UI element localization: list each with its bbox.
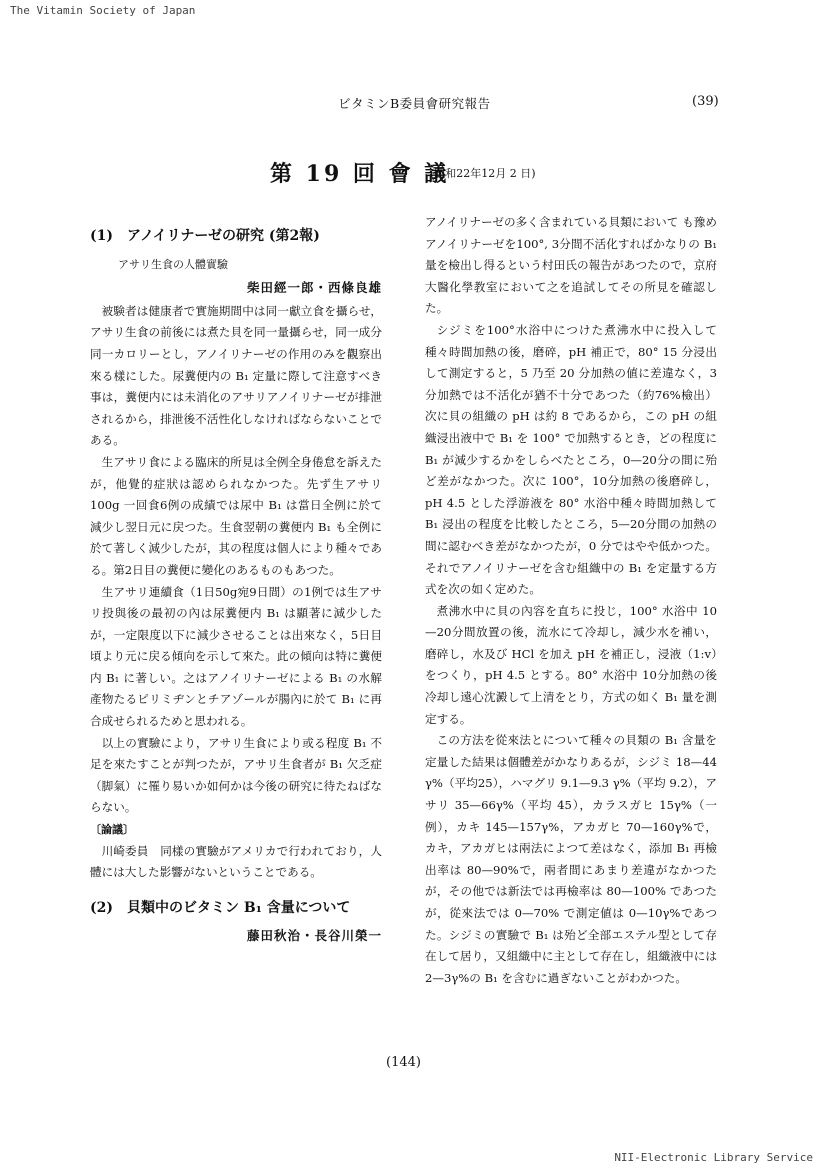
section1-paragraph: 生アサリ食による臨床的所見は全例全身倦怠を訴えたが，他覺的症狀は認められなかつた。先ず生アサリ 100g 一回食6例の成績では尿中 B₁ は當日全例に於て減少し翌日元に戻つた。生食翌朝の糞便内 B₁ も全例に於て著しく減少したが，其の程度は個人により種々である。第2日目の糞便に變化のあるものもあつた。 — [90, 454, 382, 577]
section2-paragraph: 煮沸水中に貝の內容を直ちに投じ，100° 水浴中 10—20分間放置の後，流水にて冷却し，減少水を補い，磨碎し，水及び HCl を加え pH を補正し，浸液（1:v）をつくり，pH 4.5 とする。80° 水浴中 10分加熱の後冷却し遠心沈澱して上清をとり，方式の如く B₁ 量を測定する。 — [425, 603, 717, 726]
section2-paragraph: アノイリナーゼの多く含まれている貝類において も豫めアノイリナーゼを100°, 3分間不活化すればかなりの B₁ 量を檢出し得るという村田氏の報告があつたので，京府大醫化學教室において之を追試してその所見を確認した。 — [425, 215, 717, 316]
discussion-label: 〔論議〕 — [90, 823, 134, 837]
page-number-top: (39) — [692, 94, 719, 109]
right-column — [425, 212, 717, 989]
section2-title: (2) 貝類中のビタミン B₁ 含量について — [90, 899, 351, 916]
section2-paragraph: シジミを100°水浴中につけた煮沸水中に投入して種々時間加熱の後，磨碎，pH 補正で，80° 15 分浸出して測定すると，5 乃至 20 分加熱の値に差違なく，3 分加熱では不活化が猶不十分であつた（約76%檢出）次に貝の組織の pH は約 8 であるから，この pH の組織浸出液中で B₁ を 100° で加熱するとき，どの程度に B₁ が減少するかをしらべたところ，0—20分の間に殆ど差がなかつた。次に 100°，10分加熱の後磨碎し，pH 4.5 とした浮游液を 80° 水浴中種々時間加熱して B₁ 浸出の程度を比較したところ，5—20分間の加熱の間に認むべき差がなかつたが，0 分ではやや低かつた。それでアノイリナーゼを含む組織中の B₁ を定量する方式を次の如く定めた。 — [425, 322, 717, 597]
section1-title: (1) アノイリナーゼの研究 (第2報) — [90, 228, 320, 244]
section1-subtitle: アサリ生食の人體實驗 — [118, 257, 228, 271]
left-column — [90, 212, 382, 949]
page-number-bottom: (144) — [386, 1055, 421, 1070]
section2-paragraph: この方法を從來法とについて種々の貝類の B₁ 含量を定量した結果は個體差がかなりあるが，シジミ 18—44 γ%（平均25），ハマグリ 9.1—9.3 γ%（平均 9.2），アサリ 35—66γ%（平均 45），カラスガヒ 15γ%（一例），カキ 145—157γ%，アカガヒ 70—160γ%で，カキ，アカガヒは兩法によつて差はなく，添加 B₁ 再檢出率は 80—90%で，兩者間にあまり差違がなかつたが，その他では新法では再檢率は 80—100% であつたが，從來法では 0—70% で測定値は 0—10γ%であつた。シジミの實驗で B₁ は殆ど全部エステル型として存在して居り，又組織中に主として存在し，組織液中には 2—3γ%の B₁ を含むに過ぎないことがわかつた。 — [425, 733, 717, 985]
section2-authors: 藤田秋治・長谷川榮一 — [246, 928, 382, 944]
watermark-bottom: NII-Electronic Library Service — [614, 1151, 813, 1164]
section1-authors: 柴田經一郎・西條良雄 — [246, 280, 382, 296]
section1-paragraph: 生アサリ連續食（1日50g宛9日間）の1例では生アサリ投與後の最初の內は尿糞便内 B₁ は顯著に減少したが，一定限度以下に減少させることは出來なく，5日目頃より元に戻る傾向を示して來た。此の傾向は特に糞便内 B₁ に著しい。之はアノイリナーゼによる B₁ の水解產物たるピリミヂンとチアゾールが腸內に於て B₁ に再合成せられるためと思われる。 — [90, 584, 382, 729]
meeting-title: 第 19 回 會 議 — [270, 161, 450, 187]
discussion-text: 川崎委員 同樣の實驗がアメリカで行われており，人體には大した影響がないということである。 — [90, 843, 382, 880]
meeting-date: (昭和22年12月 2 日) — [430, 167, 536, 180]
section1-paragraph: 以上の實驗により，アサリ生食により或る程度 B₁ 不足を來たすことが判つたが，アサリ生食者が B₁ 欠乏症（脚氣）に罹り易いか如何かは今後の研究に待たねばならない。 — [90, 735, 382, 815]
running-header: ビタミンB委員會研究報告 — [338, 96, 491, 111]
watermark-top: The Vitamin Society of Japan — [10, 4, 196, 17]
section1-paragraph: 被験者は健康者で實施期間中は同一獻立食を攝らせ，アサリ生食の前後には煮た貝を同一量攝らせ，同一成分同一カロリーとし，アノイリナーゼの作用のみを觀察出來る樣にした。尿糞便内の B₁ 定量に際して注意すべき事は，糞便内には未消化のアサリアノイリナーゼが排泄されるから，排泄後不活性化しなければならないことである。 — [90, 303, 382, 448]
